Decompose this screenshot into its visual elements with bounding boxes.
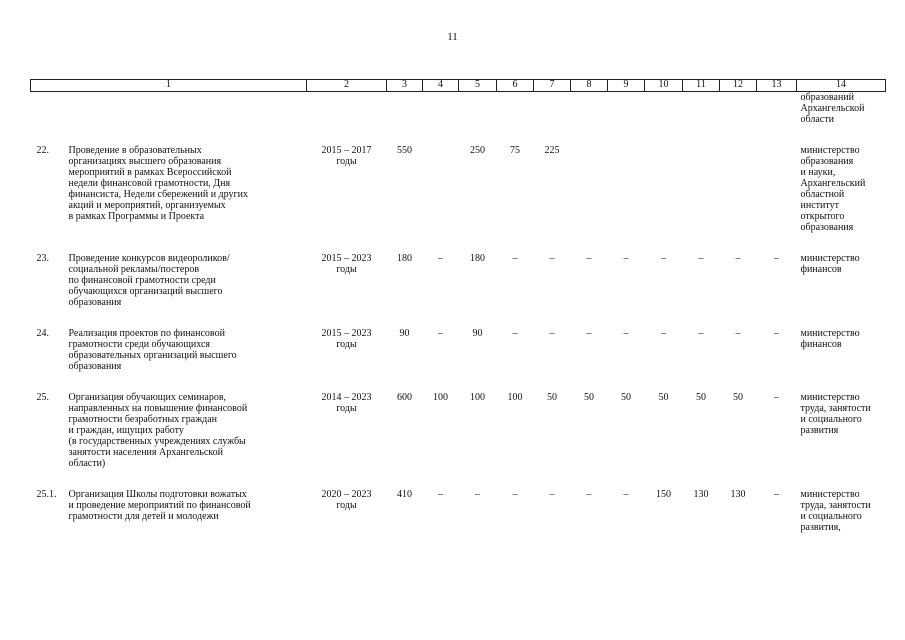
- row-value: –: [549, 328, 555, 339]
- row-value: –: [623, 328, 629, 339]
- row-value: [757, 145, 797, 233]
- row-value: –: [512, 328, 518, 339]
- row-value: –: [774, 489, 779, 500]
- table-row: [31, 392, 886, 469]
- row-value: –: [623, 489, 629, 500]
- header-col-9: 9: [608, 80, 645, 92]
- row-spacer: [31, 372, 886, 392]
- row-value: 550: [397, 145, 412, 156]
- table-row: [31, 328, 886, 372]
- row-value: 90: [399, 328, 410, 339]
- header-col-11: 11: [683, 80, 720, 92]
- row-spacer: [31, 233, 886, 253]
- row-value: –: [512, 253, 518, 264]
- row-value: [683, 145, 720, 233]
- table-row: [31, 253, 886, 308]
- row-years: 2015 – 2017 годы: [321, 145, 372, 167]
- row-value: 50: [696, 392, 706, 403]
- row-value: 90: [472, 328, 483, 339]
- row-years: 2020 – 2023 годы: [321, 489, 372, 511]
- program-table: [30, 79, 886, 533]
- row-value: 130: [730, 489, 746, 500]
- row-value: –: [512, 489, 518, 500]
- row-value: 100: [470, 392, 485, 403]
- header-col-13: 13: [757, 80, 797, 92]
- row-value: 600: [397, 392, 412, 403]
- row-value: –: [438, 253, 443, 264]
- row-title: Организация обучающих семинаров, направленных на повышение финансовой грамотности безработных граждан и граждан, ищущих работу (в государственных учреждениях службы занятости населения Архангельской области): [68, 392, 248, 469]
- row-value: [645, 145, 683, 233]
- row-years: 2015 – 2023 годы: [321, 253, 372, 275]
- row-title: Проведение конкурсов видеороликов/ социальной рекламы/постеров по финансовой грамотности среди обучающихся организаций высшего образования: [68, 253, 230, 308]
- row-value: 50: [547, 392, 557, 403]
- row-number: 25.: [36, 392, 49, 403]
- row-value: –: [774, 392, 779, 403]
- row-value: –: [774, 328, 779, 339]
- row-value: 50: [621, 392, 631, 403]
- row-value: [571, 145, 608, 233]
- row-value: –: [623, 253, 629, 264]
- row-value: –: [586, 328, 592, 339]
- row-years: 2015 – 2023 годы: [321, 328, 372, 350]
- row-responsible: министерство образования и науки, Архангельский областной институт открытого образования: [800, 145, 866, 233]
- row-value: 50: [733, 392, 743, 403]
- row-responsible: министерство труда, занятости и социального развития,: [800, 489, 871, 533]
- row-number: 24.: [36, 328, 49, 339]
- page-number: 11: [447, 31, 458, 43]
- row-value: –: [586, 253, 592, 264]
- row-value: 150: [656, 489, 671, 500]
- row-value: –: [698, 253, 704, 264]
- row-title: Проведение в образовательных организациях высшего образования мероприятий в рамках Всероссийской недели финансовой грамотности, Дня финансиста, Недели сбережений и других акций и мероприятий, организуемых в рамках Программы и Проекта: [68, 145, 248, 222]
- row-number: 25.1.: [36, 489, 57, 500]
- row-responsible: министерство финансов: [800, 253, 860, 275]
- table-row: [31, 489, 886, 533]
- row-value: 100: [433, 392, 448, 403]
- row-value: 180: [470, 253, 485, 264]
- header-row: [31, 80, 886, 92]
- row-value: –: [735, 253, 741, 264]
- header-col-1: 1: [31, 80, 307, 92]
- row-value: 75: [510, 145, 520, 156]
- row-value: [608, 145, 645, 233]
- row-value: –: [698, 328, 704, 339]
- row-value: –: [549, 253, 555, 264]
- header-col-5: 5: [459, 80, 497, 92]
- row-spacer: [31, 469, 886, 489]
- header-col-10: 10: [645, 80, 683, 92]
- header-col-3: 3: [387, 80, 423, 92]
- row-value: 50: [584, 392, 594, 403]
- row-value: –: [475, 489, 480, 500]
- row-number: 22.: [36, 145, 49, 156]
- row-value: –: [661, 253, 666, 264]
- header-col-14: 14: [797, 80, 886, 92]
- header-col-6: 6: [497, 80, 534, 92]
- header-col-8: 8: [571, 80, 608, 92]
- row-value: –: [586, 489, 592, 500]
- continuation-row: [31, 92, 886, 126]
- continuation-responsible: образований Архангельской области: [800, 92, 865, 125]
- row-value: –: [661, 328, 666, 339]
- row-value: 130: [693, 489, 709, 500]
- table-row: [31, 145, 886, 233]
- header-col-7: 7: [534, 80, 571, 92]
- header-col-4: 4: [423, 80, 459, 92]
- row-value: 180: [397, 253, 412, 264]
- row-spacer: [31, 125, 886, 145]
- row-value: –: [549, 489, 555, 500]
- header-col-12: 12: [720, 80, 757, 92]
- row-years: 2014 – 2023 годы: [321, 392, 372, 414]
- row-value: –: [438, 489, 443, 500]
- row-spacer: [31, 308, 886, 328]
- row-value: 225: [544, 145, 560, 156]
- row-title: Организация Школы подготовки вожатых и проведение мероприятий по финансовой грамотности для детей и молодежи: [68, 489, 251, 522]
- row-value: 50: [658, 392, 669, 403]
- row-number: 23.: [36, 253, 49, 264]
- row-value: –: [438, 328, 443, 339]
- row-value: –: [735, 328, 741, 339]
- row-value: –: [774, 253, 779, 264]
- row-value: 250: [470, 145, 485, 156]
- header-col-2: 2: [307, 80, 387, 92]
- row-value: [423, 145, 459, 233]
- row-responsible: министерство финансов: [800, 328, 860, 350]
- row-value: 410: [397, 489, 412, 500]
- row-title: Реализация проектов по финансовой грамотности среди обучающихся образовательных организаций высшего образования: [68, 328, 237, 372]
- row-responsible: министерство труда, занятости и социального развития: [800, 392, 871, 436]
- row-value: 100: [507, 392, 523, 403]
- row-value: [720, 145, 757, 233]
